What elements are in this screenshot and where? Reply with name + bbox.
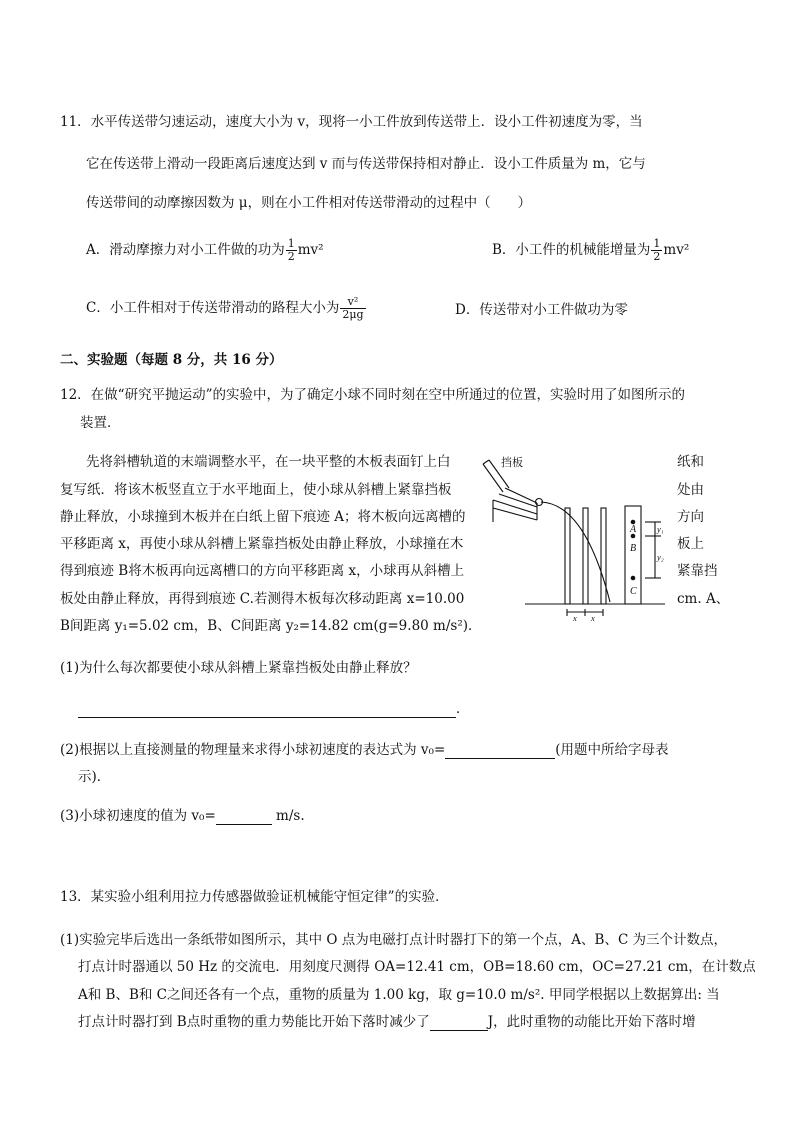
q12-para-right6: cm. A、 — [677, 591, 730, 607]
q12-para-line7: B间距离 y₁=5.02 cm，B、C间距离 y₂=14.82 cm(g=9.80 m/s²)． — [60, 618, 482, 634]
section-title: 二、实验题（每题 8 分，共 16 分） — [60, 352, 283, 368]
point-a-label: A — [630, 524, 637, 535]
answer-blank-4[interactable] — [430, 1016, 488, 1031]
q12-sub1: (1)为什么每次都要使小球从斜槽上紧靠挡板处由静止释放？ — [60, 660, 417, 676]
q12-para-line5: 得到痕迹 B将木板再向远离槽口的方向平移距离 x，小球再从斜槽上 — [60, 563, 465, 579]
q12-sub2-cont: 示)． — [78, 769, 111, 785]
projectile-apparatus-figure — [475, 452, 675, 622]
q12-answer1-line: ． — [78, 700, 470, 718]
q12-para-right4: 板上 — [677, 536, 704, 552]
q13-para-line2: 打点计时器通以 50 Hz 的交流电．用刻度尺测得 OA=12.41 cm，OB=18.60 cm，OC=27.21 cm，在计数点 — [78, 959, 756, 975]
fraction-half-b: $\frac{1}{2}$ — [653, 237, 661, 263]
q11-option-a: A．滑动摩擦力对小工件做的功为 $\frac{1}{2}$ mv² — [86, 237, 324, 263]
q12-para-right2: 处由 — [677, 482, 704, 498]
x-label-2: x — [591, 613, 595, 622]
x-label-1: x — [573, 613, 577, 622]
baffle-label: 挡板 — [501, 457, 523, 469]
q11-option-b: B．小工件的机械能增量为 $\frac{1}{2}$ mv² — [492, 237, 690, 263]
fraction-v2-over-2ug: $\frac{\text{v²}}{2\mu g}$ — [342, 295, 364, 321]
point-c-label: C — [630, 586, 637, 597]
q12-line1: 12．在做“研究平抛运动”的实验中，为了确定小球不同时刻在空中所通过的位置，实验时用了如图所示的 — [60, 387, 685, 403]
q12-para-right1: 纸和 — [677, 454, 704, 470]
q11-line3: 传送带间的动摩擦因数为 μ，则在小工件相对传送带滑动的过程中（ ） — [86, 195, 532, 211]
q12-para-line1: 先将斜槽轨道的末端调整水平，在一块平整的木板表面钉上白 — [86, 454, 451, 470]
fraction-half-a: $\frac{1}{2}$ — [287, 237, 295, 263]
q12-para-line2: 复写纸．将该木板竖直立于水平地面上，使小球从斜槽上紧靠挡板 — [60, 482, 452, 498]
answer-blank-2[interactable] — [445, 744, 555, 759]
q12-sub2: (2)根据以上直接测量的物理量来求得小球初速度的表达式为 v₀= (用题中所给字母表 — [60, 742, 669, 758]
answer-blank-3[interactable] — [216, 810, 272, 825]
y1-label: y₁ — [657, 524, 664, 534]
q11-option-d: D．传送带对小工件做功为零 — [455, 302, 628, 318]
q12-para-right3: 方向 — [677, 509, 704, 525]
q11-line1: 11．水平传送带匀速运动，速度大小为 v，现将一小工件放到传送带上．设小工件初速度为零，当 — [60, 114, 643, 130]
q11-option-c: C．小工件相对于传送带滑动的路程大小为 $\frac{\text{v²}}{2\mu g}$ — [86, 295, 364, 321]
q11-line2: 它在传送带上滑动一段距离后速度达到 v 而与传送带保持相对静止．设小工件质量为 m，它与 — [86, 156, 646, 172]
q12-para-line4: 平移距离 x，再使小球从斜槽上紧靠挡板处由静止释放，小球撞在木 — [60, 536, 464, 552]
point-b-label: B — [630, 543, 637, 554]
q12-para-line3: 静止释放，小球撞到木板并在白纸上留下痕迹 A；将木板向远离槽的 — [60, 509, 466, 525]
q13-para-line4: 打点计时器打到 B点时重物的重力势能比开始下落时减少了 J，此时重物的动能比开始下落时增 — [78, 1014, 696, 1030]
q12-para-line6: 板处由静止释放，再得到痕迹 C.若测得木板每次移动距离 x=10.00 — [60, 591, 465, 607]
q13-para-line1: (1)实验完毕后选出一条纸带如图所示，其中 O 点为电磁打点计时器打下的第一个点，A、B、C 为三个计数点， — [60, 932, 728, 948]
y2-label: y₂ — [657, 552, 664, 562]
q12-para-right5: 紧靠挡 — [677, 563, 718, 579]
answer-blank-1[interactable] — [78, 703, 456, 718]
q13-para-line3: A和 B、B和 C之间还各有一个点，重物的质量为 1.00 kg，取 g=10.0 m/s². 甲同学根据以上数据算出: 当 — [78, 987, 720, 1003]
q13-line1: 13．某实验小组利用拉力传感器做验证机械能守恒定律”的实验． — [60, 889, 449, 905]
q12-line2: 装置． — [80, 415, 121, 431]
q12-sub3: (3)小球初速度的值为 v₀= m/s. — [60, 808, 305, 824]
